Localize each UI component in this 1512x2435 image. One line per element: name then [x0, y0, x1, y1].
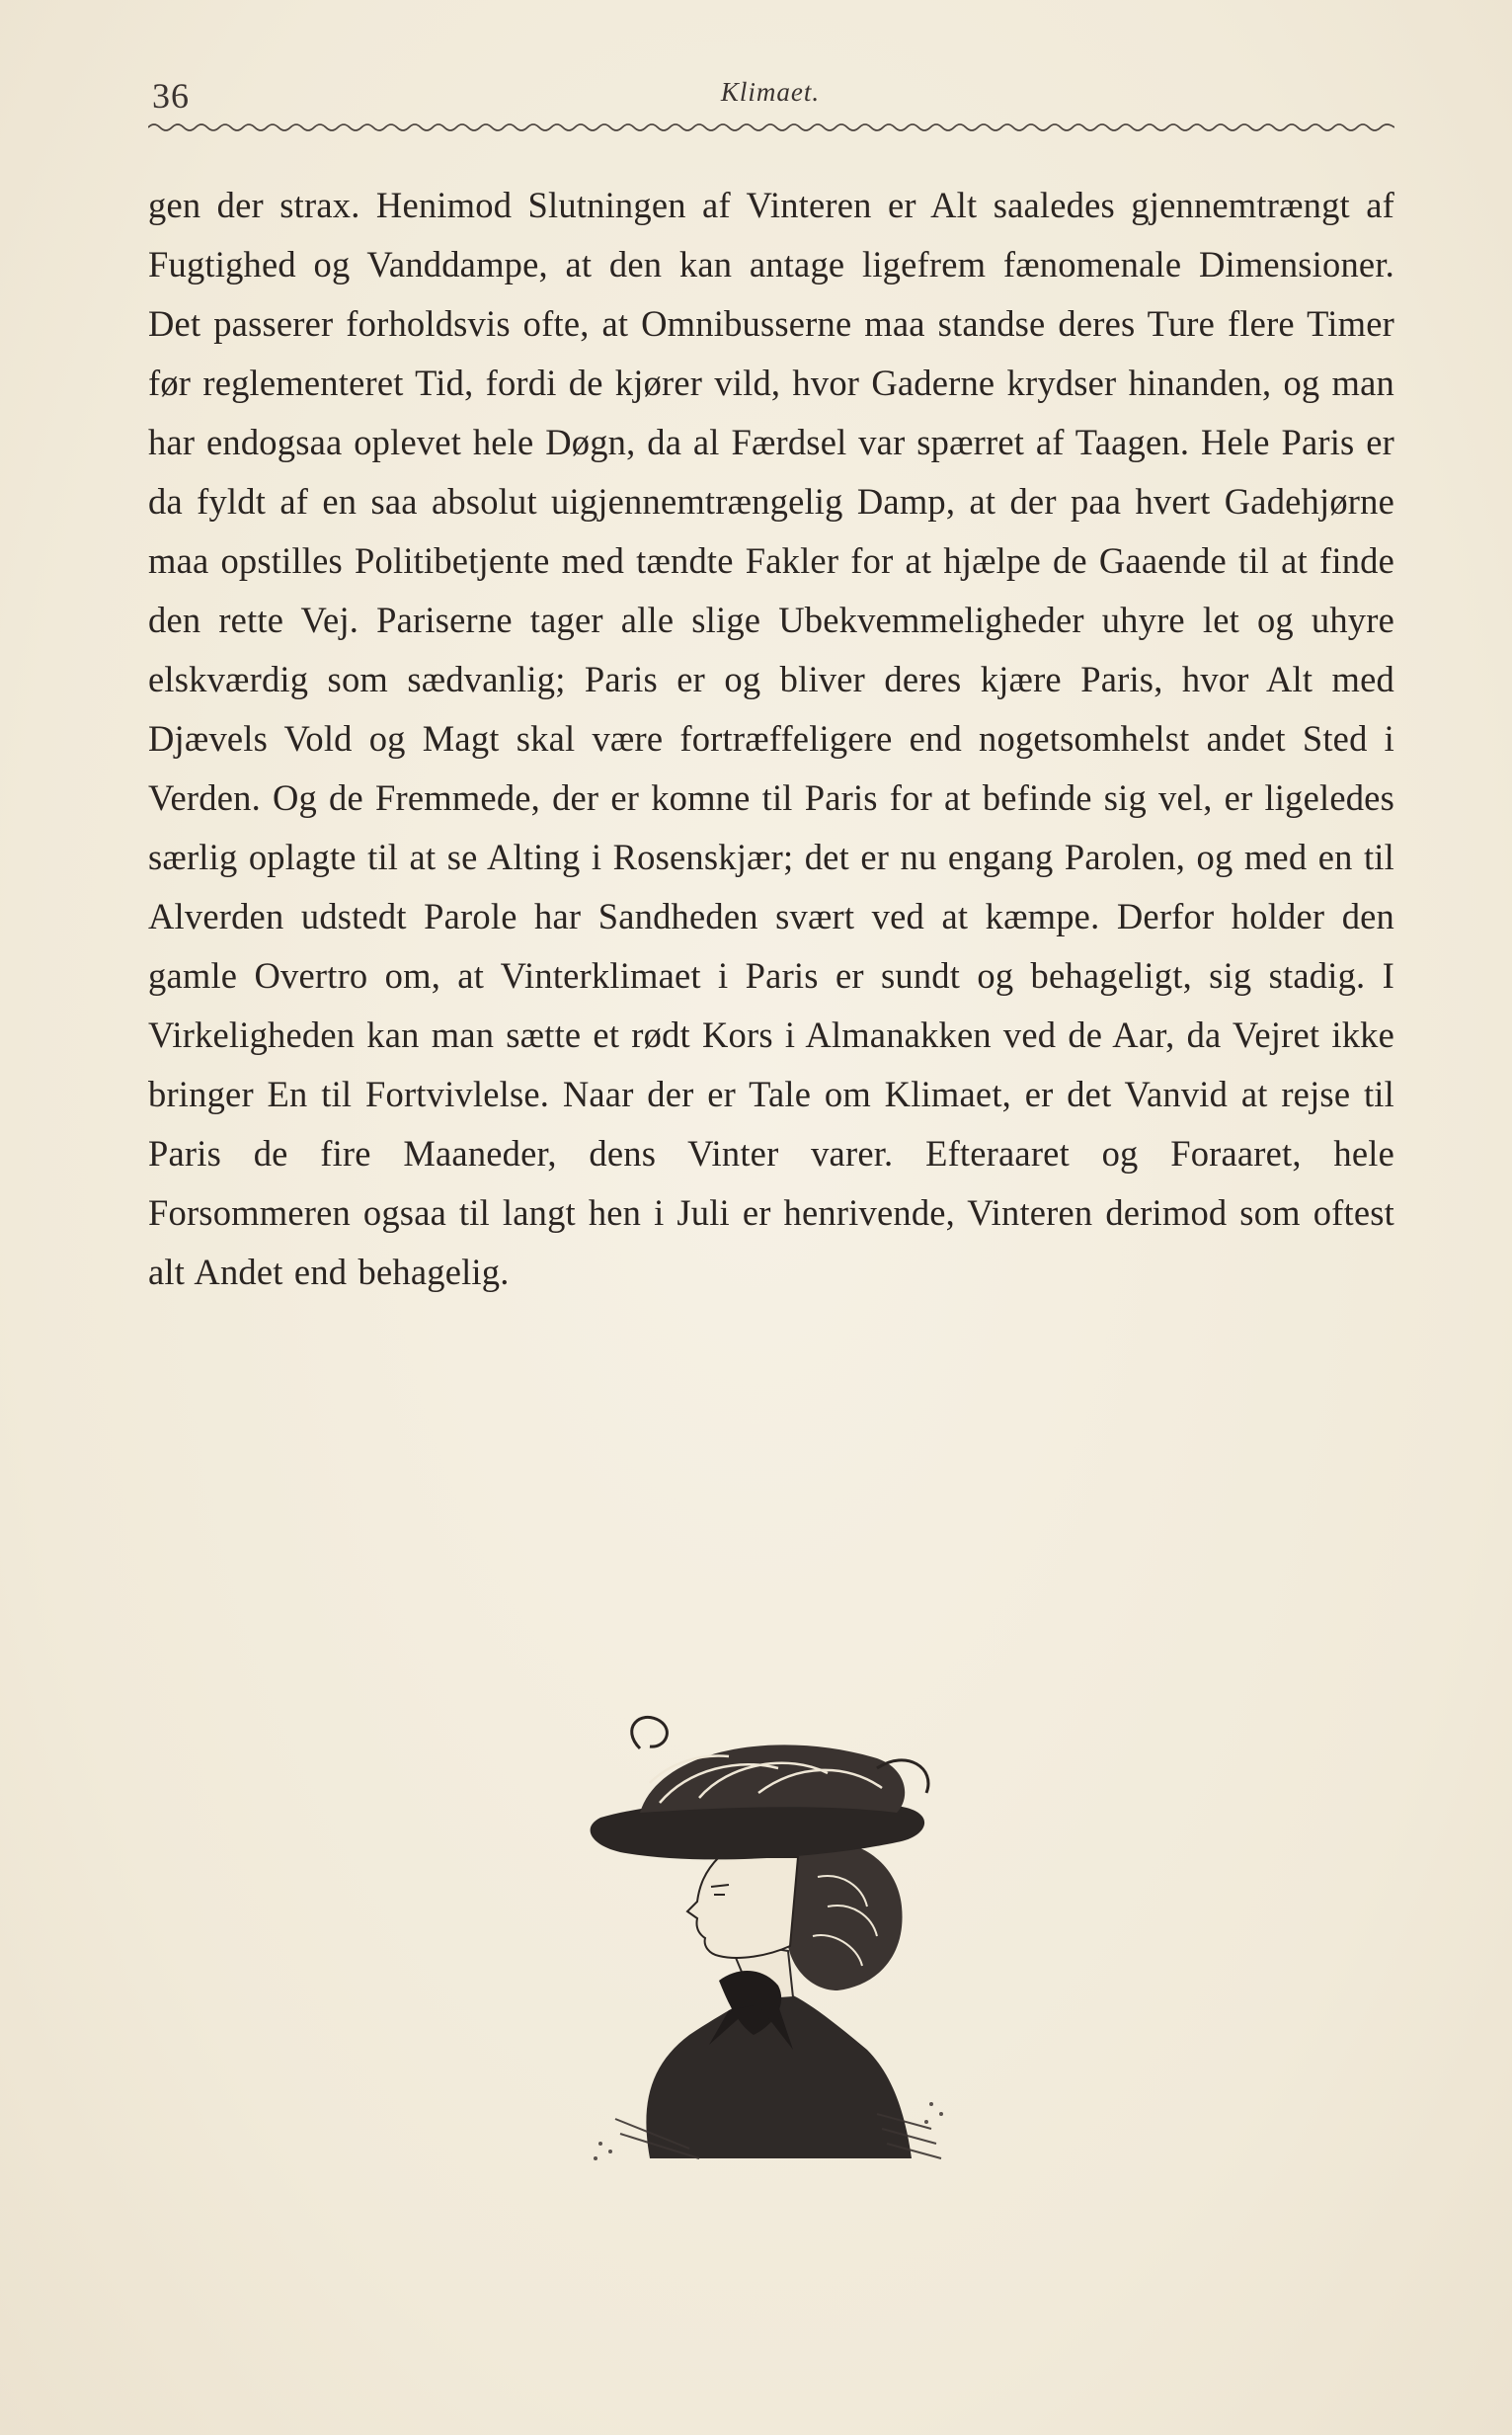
ornamental-rule	[148, 121, 1394, 134]
body-paragraph: gen der strax. Henimod Slutningen af Vinteren er Alt saaledes gjennemtrængt af Fugtighed og Vanddampe, at den kan antage ligefrem fænomenale Dimensioner. Det passerer forholdsvis ofte, at Omnibusserne maa standse deres Ture flere Timer før reglementeret Tid, fordi de kjører vild, hvor Gaderne krydser hinanden, og man har endogsaa oplevet hele Døgn, da al Færdsel var spærret af Taagen. Hele Paris er da fyldt af en saa absolut uigjennemtrængelig Damp, at der paa hvert Gadehjørne maa opstilles Politibetjente med tændte Fakler for at hjælpe de Gaaende til at finde den rette Vej. Pariserne tager alle slige Ubekvemmeligheder uhyre let og uhyre elskværdig som sædvanlig; Paris er og bliver deres kjære Paris, hvor Alt med Djævels Vold og Magt skal være fortræffeligere end nogetsomhelst andet Sted i Verden. Og de Fremmede, der er komne til Paris for at befinde sig vel, er ligeledes særlig oplagte til at se Alting i Rosenskjær; det er nu engang Parolen, og med en til Alverden udstedt Parole har Sandheden svært ved at kæmpe. Derfor holder den gamle Overtro om, at Vinterklimaet i Paris er sundt og behageligt, sig stadig. I Virkeligheden kan man sætte et rødt Kors i Almanakken ved de Aar, da Vejret ikke bringer En til Fortvivlelse. Naar der er Tale om Klimaet, er det Vanvid at rejse til Paris de fire Maaneder, dens Vinter varer. Efteraaret og Foraaret, hele Forsommeren ogsaa til langt hen i Juli er henrivende, Vinteren derimod som oftest alt Andet end behagelig.	[148, 185, 1394, 1292]
woman-in-hat-icon	[581, 1709, 956, 2168]
running-title: Klimaet.	[720, 77, 821, 107]
page-number: 36	[152, 76, 190, 116]
page-header	[148, 69, 1393, 116]
